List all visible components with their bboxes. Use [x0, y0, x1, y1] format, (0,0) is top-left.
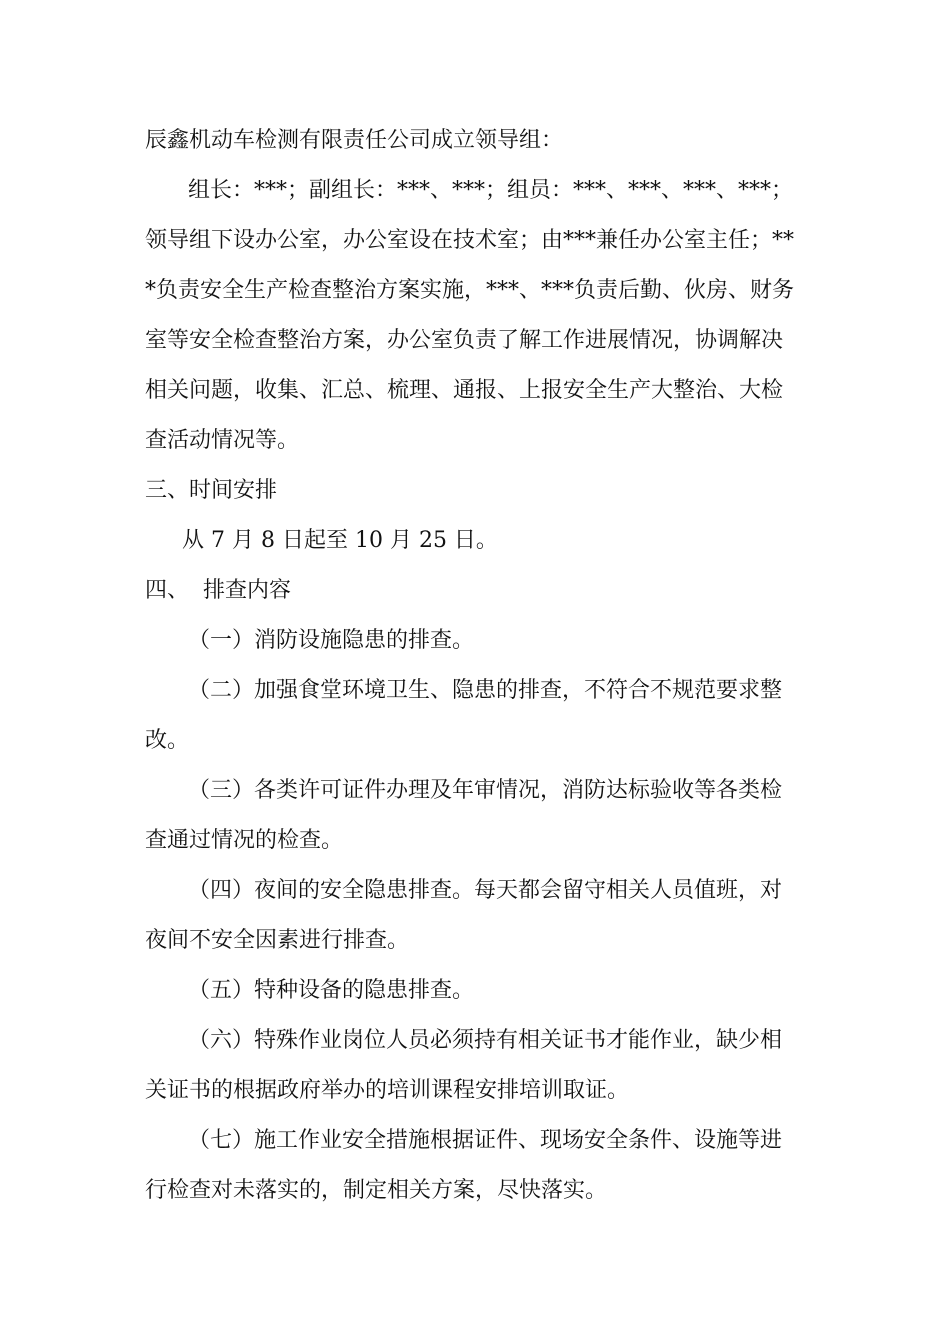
section-3-heading: 三、时间安排	[145, 478, 278, 503]
item-4-line-1: （四）夜间的安全隐患排查。每天都会留守相关人员值班，对	[188, 878, 783, 903]
office-paragraph-line-2: *负责安全生产检查整治方案实施，***、***负责后勤、伙房、财务	[145, 278, 795, 303]
item-3-line-2: 查通过情况的检查。	[145, 828, 344, 853]
office-paragraph-line-5: 查活动情况等。	[145, 428, 300, 453]
time-schedule-line: 从 7 月 8 日起至 10 月 25 日。	[182, 528, 498, 553]
item-6-line-2: 关证书的根据政府举办的培训课程安排培训取证。	[145, 1078, 630, 1103]
item-5-line: （五）特种设备的隐患排查。	[188, 978, 475, 1003]
item-6-line-1: （六）特殊作业岗位人员必须持有相关证书才能作业，缺少相	[188, 1028, 783, 1053]
item-2-line-2: 改。	[145, 728, 190, 753]
item-4-line-2: 夜间不安全因素进行排查。	[145, 928, 410, 953]
office-paragraph-line-1: 领导组下设办公室，办公室设在技术室；由***兼任办公室主任；**	[145, 228, 795, 253]
intro-line: 辰鑫机动车检测有限责任公司成立领导组：	[145, 128, 564, 153]
item-3-line-1: （三）各类许可证件办理及年审情况，消防达标验收等各类检	[188, 778, 783, 803]
item-1-line: （一）消防设施隐患的排查。	[188, 628, 475, 653]
item-7-line-2: 行检查对未落实的，制定相关方案，尽快落实。	[145, 1178, 608, 1203]
office-paragraph-line-4: 相关问题，收集、汇总、梳理、通报、上报安全生产大整治、大检	[145, 378, 784, 403]
item-7-line-1: （七）施工作业安全措施根据证件、现场安全条件、设施等进	[188, 1128, 783, 1153]
office-paragraph-line-3: 室等安全检查整治方案，办公室负责了解工作进展情况，协调解决	[145, 328, 784, 353]
leadership-members-line: 组长：***；副组长：***、***；组员：***、***、***、***；	[188, 178, 794, 203]
section-4-heading: 四、 排查内容	[145, 578, 291, 603]
item-2-line-1: （二）加强食堂环境卫生、隐患的排查，不符合不规范要求整	[188, 678, 783, 703]
